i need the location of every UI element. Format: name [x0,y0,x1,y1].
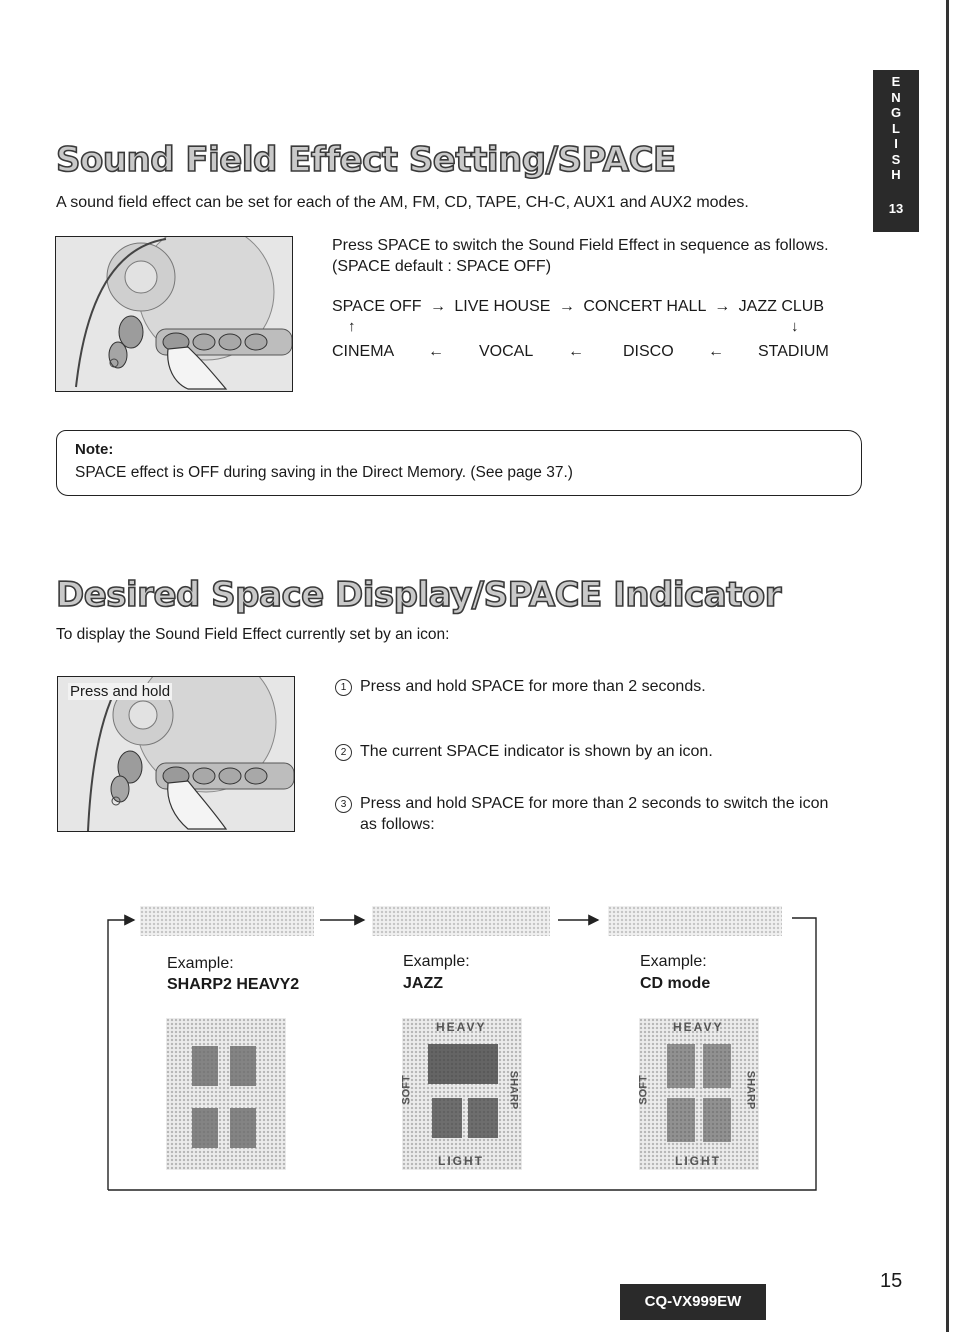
sequence-item: DISCO [623,343,674,360]
example-value: JAZZ [403,975,443,992]
example-label: Example: [640,953,707,970]
model-badge: CQ-VX999EW [620,1284,766,1320]
step-number-icon: 1 [335,679,352,696]
arrow-left-icon: ← [568,343,584,360]
sequence-top-row [332,298,824,316]
step-number-icon: 3 [335,796,352,813]
lcd-segments [639,1018,759,1170]
step-1 [335,676,706,697]
tab-letter: E [891,74,901,89]
tab-letter: L [892,120,900,136]
example-value: CD mode [640,975,711,992]
example-label: Example: [403,953,470,970]
lcd-light-label: LIGHT [438,1154,484,1168]
note-box [56,430,862,496]
step-3-continued: as follows: [360,816,435,833]
radio-panel-drawing [58,677,294,831]
sequence-item: STADIUM [758,343,829,360]
tab-letter: S [891,151,901,167]
step-2 [335,741,713,762]
step-3 [335,793,828,814]
lcd-icon-sharp2-heavy2 [166,1018,286,1170]
radio-panel-illustration [55,236,293,392]
tab-letter: H [891,167,901,182]
radio-panel-drawing [56,237,292,391]
sequence-item: VOCAL [479,343,534,360]
right-edge-rule [946,0,949,1332]
arrow-left-icon: ← [708,343,724,360]
note-title: Note: [75,441,114,458]
arrow-right-icon: → [429,298,446,315]
section1-intro: A sound field effect can be set for each of the AM, FM, CD, TAPE, CH-C, AUX1 and AUX2 modes. [56,194,749,211]
step-text: The current SPACE indicator is shown by an icon. [360,743,713,760]
section-page-number: 13 [888,200,904,216]
arrow-up-icon: ↑ [348,318,356,335]
tab-letter: I [894,136,898,151]
lcd-sharp-label: SHARP [744,1070,757,1110]
lcd-heavy-label: HEAVY [673,1020,724,1034]
lcd-light-label: LIGHT [675,1154,721,1168]
lcd-heavy-label: HEAVY [436,1020,487,1034]
sequence-item: LIVE HOUSE [454,298,551,315]
lcd-strip-1 [140,906,314,936]
section1-instruction: Press SPACE to switch the Sound Field Effect in sequence as follows. [332,237,829,254]
note-text: SPACE effect is OFF during saving in the Direct Memory. (See page 37.) [75,464,573,481]
section1-title: Sound Field Effect Setting/SPACE [56,140,676,180]
arrow-right-icon: → [714,298,731,315]
step-text: Press and hold SPACE for more than 2 seconds. [360,678,706,695]
example-label: Example: [167,955,234,972]
language-tab-letters [891,74,901,183]
arrow-right-icon: → [558,298,575,315]
language-tab [873,70,919,232]
lcd-segments [402,1018,522,1170]
sequence-item: CONCERT HALL [583,298,706,315]
lcd-sharp-label: SHARP [507,1070,520,1110]
tab-letter: G [890,105,902,120]
section2-intro: To display the Sound Field Effect currently set by an icon: [56,626,450,643]
tab-letter: N [891,89,901,105]
example-value: SHARP2 HEAVY2 [167,976,300,993]
sequence-item: CINEMA [332,343,395,360]
section2-title: Desired Space Display/SPACE Indicator [56,575,782,615]
sequence-item: JAZZ CLUB [738,298,824,315]
lcd-strip-3 [608,906,782,936]
page-number: 15 [880,1270,903,1292]
lcd-icon-jazz [402,1018,522,1170]
lcd-segments [166,1018,286,1170]
step-number-icon: 2 [335,744,352,761]
press-and-hold-illustration [57,676,295,832]
arrow-down-icon: ↓ [791,318,799,335]
section1-default-note: (SPACE default : SPACE OFF) [332,258,552,275]
lcd-strip-2 [372,906,550,936]
arrow-left-icon: ← [428,343,444,360]
lcd-icon-cd-mode [639,1018,759,1170]
sequence-item: SPACE OFF [332,298,422,315]
press-and-hold-label: Press and hold [70,683,171,700]
lcd-soft-label: SOFT [400,1075,413,1105]
lcd-soft-label: SOFT [637,1075,650,1105]
step-text: Press and hold SPACE for more than 2 seconds to switch the icon [360,795,829,812]
